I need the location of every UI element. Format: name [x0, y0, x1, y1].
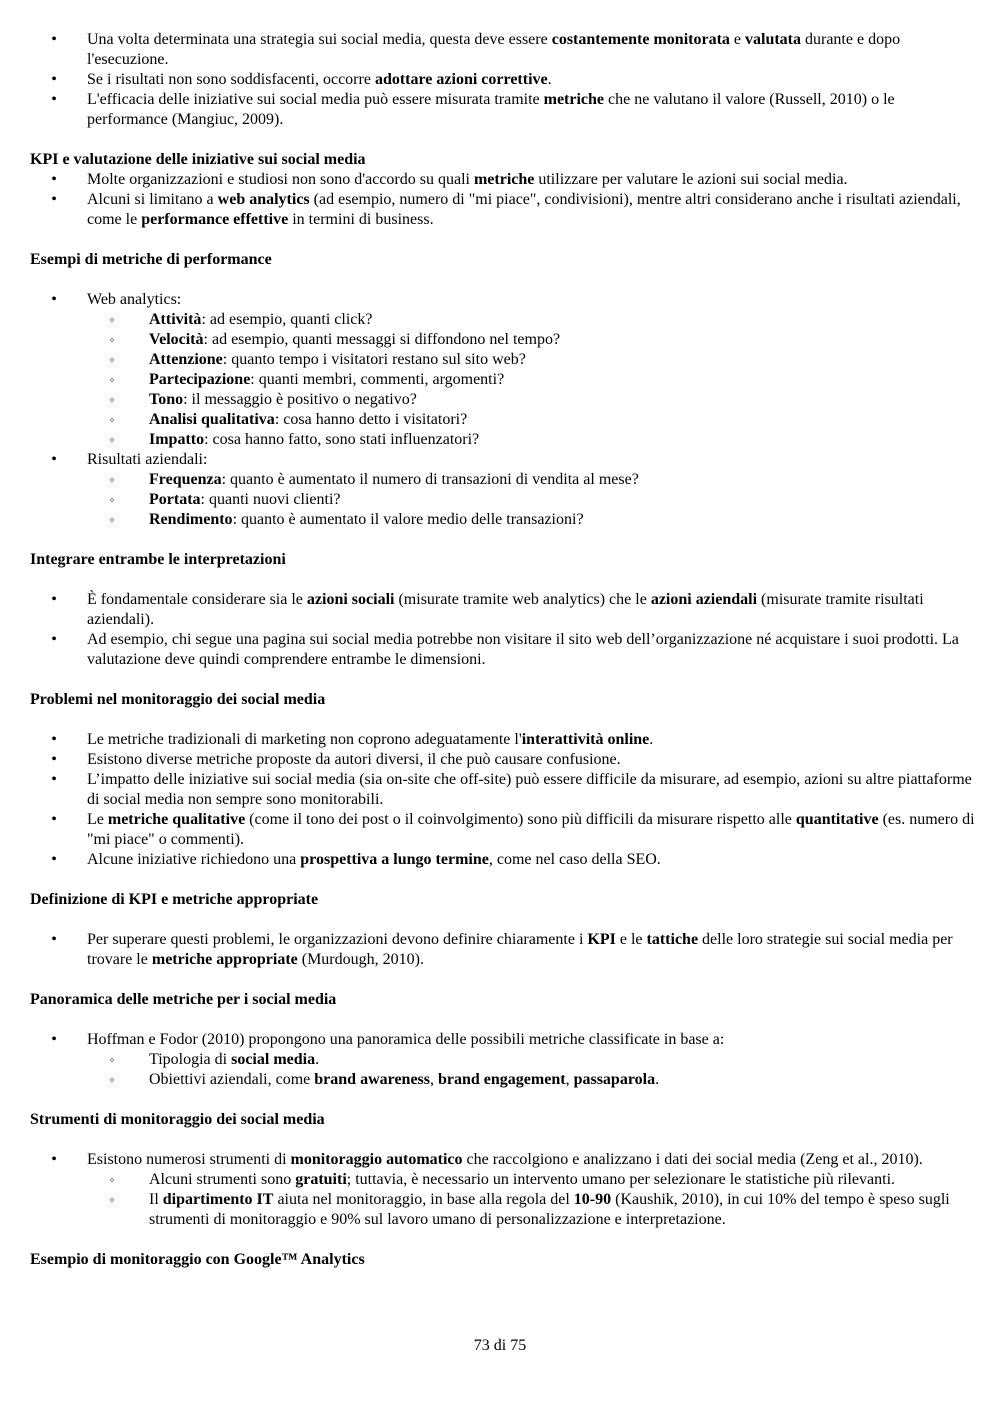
sub-list-item-text: Analisi qualitativa: cosa hanno detto i visitatori? [149, 411, 468, 428]
bullet-icon: • [51, 191, 57, 208]
bold-term: social media [231, 1051, 316, 1068]
sub-list-item-text: Attenzione: quanto tempo i visitatori restano sul sito web? [149, 351, 526, 368]
sub-list-item-text: Il dipartimento IT aiuta nel monitoraggio, in base alla regola del 10-90 (Kaushik, 2010), in cui 10% del tempo è speso sugli strumenti di monitoraggio e 90% sul lavoro umano di personalizzazione e interpretazione. [149, 1191, 950, 1228]
list-item-text: Molte organizzazioni e studiosi non sono d'accordo su quali metriche utilizzare per valutare le azioni sui social media. [87, 171, 848, 188]
bold-term: metriche qualitative [107, 811, 246, 828]
list-item [30, 30, 975, 70]
bullet-icon: • [51, 731, 57, 748]
list-item [30, 70, 975, 90]
list-item-text: L'efficacia delle iniziative sui social media può essere misurata tramite metriche che ne valutano il valore (Russell, 2010) o le performance (Mangiuc, 2009). [87, 91, 895, 128]
bold-term: dipartimento IT [162, 1191, 274, 1208]
list-item-text: Alcune iniziative richiedono una prospettiva a lungo termine, come nel caso della SEO. [87, 851, 661, 868]
bold-term: Attenzione [149, 351, 223, 368]
list-item-text: Web analytics: [87, 291, 182, 308]
section-heading: Definizione di KPI e metriche appropriate [30, 891, 319, 908]
bullet-icon: • [51, 91, 57, 108]
sub-list-item [87, 470, 975, 490]
bold-term: prospettiva a lungo termine [300, 851, 489, 868]
list-item [30, 590, 975, 630]
list-item [30, 750, 975, 770]
bold-term: brand engagement [438, 1071, 566, 1088]
sub-list-item-text: Obiettivi aziendali, come brand awareness, brand engagement, passaparola. [149, 1071, 660, 1088]
section-heading: Esempi di metriche di performance [30, 251, 272, 268]
intro-list [30, 30, 975, 130]
bullet-icon: • [51, 171, 57, 188]
sub-bullet-icon: ◦ [109, 1192, 115, 1207]
sub-list-item-text: Impatto: cosa hanno fatto, sono stati influenzatori? [149, 431, 480, 448]
sub-bullet-icon: ◦ [109, 372, 115, 387]
sub-list-item [87, 370, 975, 390]
sub-bullet-icon: ◦ [109, 432, 115, 447]
sections-container [30, 150, 975, 1230]
bullet-icon: • [51, 291, 57, 308]
section-heading: Integrare entrambe le interpretazioni [30, 551, 286, 568]
bold-term: Analisi qualitativa [149, 411, 275, 428]
bold-term: web analytics [217, 191, 310, 208]
bold-term: metriche [543, 91, 605, 108]
bullet-icon: • [51, 31, 57, 48]
sub-list-item-text: Tipologia di social media. [149, 1051, 320, 1068]
list-item [30, 850, 975, 870]
bullet-icon: • [51, 1031, 57, 1048]
bullet-icon: • [51, 71, 57, 88]
bullet-icon: • [51, 931, 57, 948]
bullet-icon: • [51, 451, 57, 468]
list-item-text: Le metriche tradizionali di marketing non coprono adeguatamente l'interattività online. [87, 731, 654, 748]
list-item-text: Esistono numerosi strumenti di monitoraggio automatico che raccolgiono e analizzano i dati dei social media (Zeng et al., 2010). [87, 1151, 923, 1168]
bold-term: Rendimento [149, 511, 233, 528]
bold-term: passaparola [573, 1071, 656, 1088]
sub-list-item [87, 350, 975, 370]
sub-bullet-icon: ◦ [109, 332, 115, 347]
list-item-text: Per superare questi problemi, le organizzazioni devono definire chiaramente i KPI e le tattiche delle loro strategie sui social media per trovare le metriche appropriate (Murdough, 2010). [87, 931, 953, 968]
sub-bullet-icon: ◦ [109, 1072, 115, 1087]
list-item-text: Le metriche qualitative (come il tono dei post o il coinvolgimento) sono più difficili da misurare rispetto alle quantitative (es. numero di "mi piace" o commenti). [87, 811, 975, 848]
list-item [30, 810, 975, 850]
list-item-text: Una volta determinata una strategia sui social media, questa deve essere costantemente monitorata e valutata durante e dopo l'esecuzione. [87, 31, 901, 68]
list-item-text: Ad esempio, chi segue una pagina sui social media potrebbe non visitare il sito web dell’organizzazione né acquistare i suoi prodotti. La valutazione deve quindi comprendere entrambe le dimensioni. [87, 631, 959, 668]
sub-list-item [87, 1170, 975, 1190]
sub-bullet-icon: ◦ [109, 512, 115, 527]
sub-list-item-text: Alcuni strumenti sono gratuiti; tuttavia, è necessario un intervento umano per selezionare le statistiche più rilevanti. [149, 1171, 896, 1188]
bold-term: metriche appropriate [151, 951, 298, 968]
sub-list-item [87, 510, 975, 530]
sub-bullet-icon: ◦ [109, 392, 115, 407]
bold-term: performance effettive [141, 211, 289, 228]
sub-list [87, 1170, 975, 1230]
sub-list-item [87, 490, 975, 510]
list-item-text: È fondamentale considerare sia le azioni sociali (misurate tramite web analytics) che le azioni aziendali (misurate tramite risultati aziendali). [87, 591, 924, 628]
sub-list-item-text: Velocità: ad esempio, quanti messaggi si diffondono nel tempo? [149, 331, 561, 348]
sub-list-item-text: Frequenza: quanto è aumentato il numero di transazioni di vendita al mese? [149, 471, 639, 488]
sub-list-item [87, 430, 975, 450]
section-list [30, 170, 975, 230]
sub-bullet-icon: ◦ [109, 1052, 115, 1067]
section-list [30, 730, 975, 870]
bold-term: azioni aziendali [650, 591, 758, 608]
bullet-icon: • [51, 1151, 57, 1168]
list-item [30, 730, 975, 750]
bold-term: costantemente monitorata [551, 31, 730, 48]
list-item [30, 190, 975, 230]
bold-term: Portata [149, 491, 201, 508]
sub-bullet-icon: ◦ [109, 312, 115, 327]
sub-list [87, 310, 975, 450]
bold-term: metriche [473, 171, 535, 188]
bold-term: KPI [587, 931, 616, 948]
bold-term: Attività [149, 311, 202, 328]
list-item [30, 630, 975, 670]
bold-term: Frequenza [149, 471, 222, 488]
bold-term: Impatto [149, 431, 205, 448]
sub-list-item-text: Partecipazione: quanti membri, commenti, argomenti? [149, 371, 505, 388]
bullet-icon: • [51, 631, 57, 648]
list-item-text: L’impatto delle iniziative sui social media (sia on-site che off-site) può essere difficile da misurare, ad esempio, azioni su altre piattaforme di social media non sempre sono monitorabili. [87, 771, 972, 808]
bold-term: monitoraggio automatico [290, 1151, 463, 1168]
bullet-icon: • [51, 751, 57, 768]
page-content [30, 30, 975, 1270]
bold-term: adottare azioni correttive [374, 71, 548, 88]
list-item [30, 290, 975, 450]
section-heading: Problemi nel monitoraggio dei social media [30, 691, 326, 708]
sub-list-item [87, 1070, 975, 1090]
bold-term: 10-90 [573, 1191, 612, 1208]
bold-term: interattività online [521, 731, 650, 748]
section-heading: KPI e valutazione delle iniziative sui social media [30, 151, 366, 168]
list-item [30, 1150, 975, 1230]
sub-list-item [87, 1190, 975, 1230]
list-item-text: Se i risultati non sono soddisfacenti, occorre adottare azioni correttive. [87, 71, 552, 88]
sub-bullet-icon: ◦ [109, 472, 115, 487]
bullet-icon: • [51, 591, 57, 608]
section-list [30, 290, 975, 530]
sub-bullet-icon: ◦ [109, 412, 115, 427]
list-item [30, 930, 975, 970]
sub-list-item [87, 390, 975, 410]
sub-list-item-text: Portata: quanti nuovi clienti? [149, 491, 341, 508]
sub-list-item [87, 410, 975, 430]
list-item [30, 1030, 975, 1090]
section-list [30, 1030, 975, 1090]
bold-term: valutata [745, 31, 801, 48]
bold-term: quantitative [795, 811, 879, 828]
list-item [30, 770, 975, 810]
bullet-icon: • [51, 851, 57, 868]
list-item-text: Hoffman e Fodor (2010) propongono una panoramica delle possibili metriche classificate in base a: [87, 1031, 725, 1048]
bold-term: Partecipazione [149, 371, 251, 388]
bold-term: gratuiti [295, 1171, 347, 1188]
sub-list-item [87, 330, 975, 350]
bold-term: Velocità [149, 331, 204, 348]
sub-bullet-icon: ◦ [109, 1172, 115, 1187]
sub-list-item [87, 1050, 975, 1070]
sub-list-item-text: Tono: il messaggio è positivo o negativo? [149, 391, 417, 408]
sub-list [87, 1050, 975, 1090]
bold-term: brand awareness [314, 1071, 430, 1088]
bold-term: azioni sociali [306, 591, 395, 608]
sub-bullet-icon: ◦ [109, 492, 115, 507]
sub-bullet-icon: ◦ [109, 352, 115, 367]
list-item [30, 170, 975, 190]
section-list [30, 590, 975, 670]
list-item-text: Esistono diverse metriche proposte da autori diversi, il che può causare confusione. [87, 751, 621, 768]
sub-list-item [87, 310, 975, 330]
list-item-text: Alcuni si limitano a web analytics (ad esempio, numero di "mi piace", condivisioni), mentre altri considerano anche i risultati aziendali, come le performance effettive in termini di business. [87, 191, 961, 228]
sub-list [87, 470, 975, 530]
sub-list-item-text: Rendimento: quanto è aumentato il valore medio delle transazioni? [149, 511, 584, 528]
bold-term: Tono [149, 391, 184, 408]
section-heading: Panoramica delle metriche per i social media [30, 991, 337, 1008]
list-item-text: Risultati aziendali: [87, 451, 208, 468]
list-item [30, 450, 975, 530]
bullet-icon: • [51, 771, 57, 788]
page-number: 73 di 75 [473, 1337, 527, 1354]
section-list [30, 930, 975, 970]
section-heading-final: Esempio di monitoraggio con Google™ Analytics [30, 1251, 365, 1268]
section-heading: Strumenti di monitoraggio dei social media [30, 1111, 325, 1128]
section-list [30, 1150, 975, 1230]
bullet-icon: • [51, 811, 57, 828]
sub-list-item-text: Attività: ad esempio, quanti click? [149, 311, 373, 328]
list-item [30, 90, 975, 130]
bold-term: tattiche [646, 931, 699, 948]
